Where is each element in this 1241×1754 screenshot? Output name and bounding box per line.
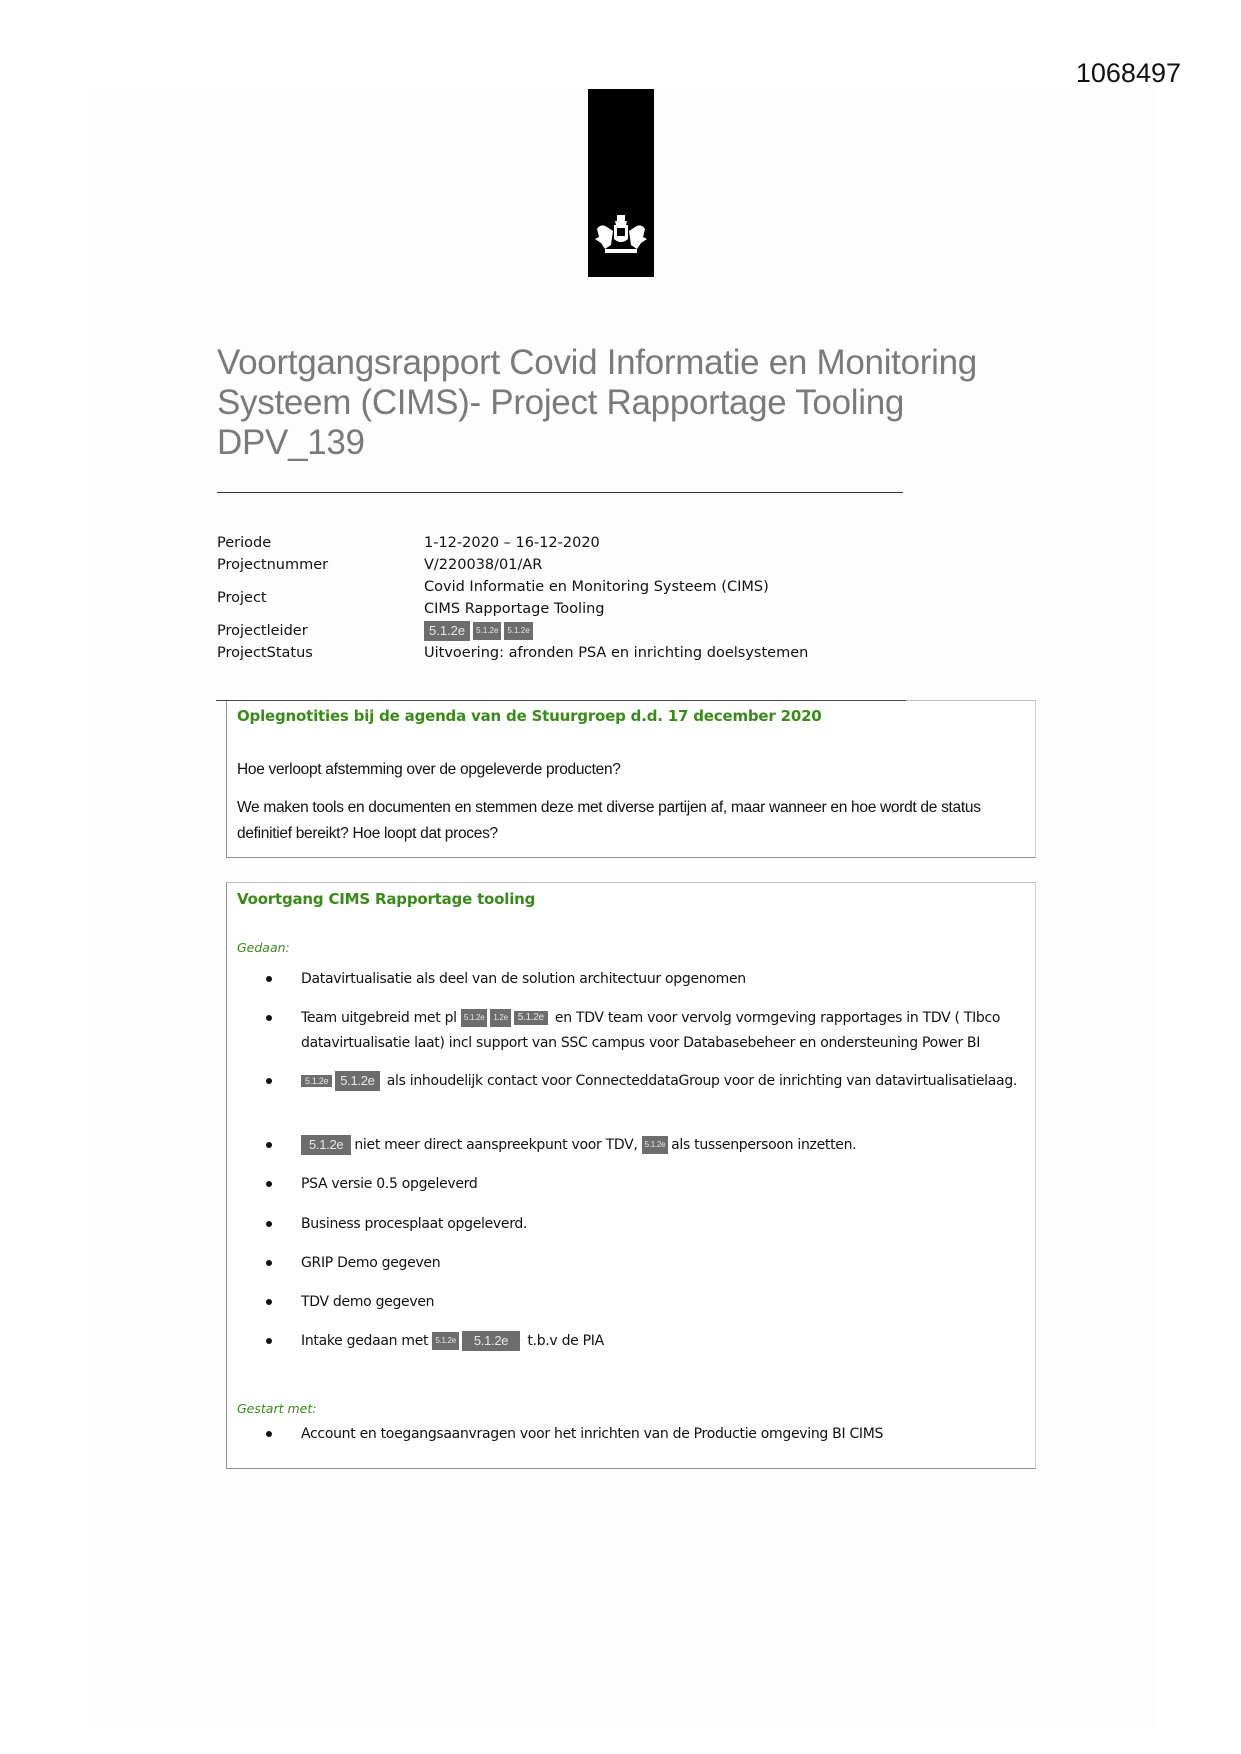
agenda-question-2: We maken tools en documenten en stemmen deze met diverse partijen af, maar wanneer en hoe wordt de status definitief bereikt? Hoe loopt dat proces? bbox=[237, 799, 981, 842]
list-item-text: Datavirtualisatie als deel van de solution architectuur opgenomen bbox=[301, 971, 746, 987]
agenda-notes-heading: Oplegnotities bij de agenda van de Stuurgroep d.d. 17 december 2020 bbox=[237, 707, 822, 725]
list-item bbox=[301, 1133, 1021, 1158]
redaction-block: 5.1.2e bbox=[301, 1135, 351, 1155]
bullet-icon bbox=[266, 1338, 272, 1344]
list-item bbox=[301, 1329, 1021, 1354]
list-item bbox=[301, 1069, 1021, 1094]
meta-row-projectstatus bbox=[217, 642, 917, 664]
redaction-block: 5.1.2e bbox=[514, 1011, 548, 1025]
bullet-icon bbox=[266, 976, 272, 982]
redaction-block: 5.1.2e bbox=[424, 621, 470, 641]
redaction-block: 5.1.2e bbox=[335, 1071, 379, 1091]
meta-value bbox=[424, 620, 917, 642]
list-item bbox=[301, 1172, 1021, 1197]
meta-value bbox=[424, 576, 917, 620]
redaction-block: 5.1.2e bbox=[432, 1332, 458, 1351]
bullet-icon bbox=[266, 1015, 272, 1021]
meta-value: 1-12-2020 – 16-12-2020 bbox=[424, 535, 600, 551]
agenda-question-1: Hoe verloopt afstemming over de opgeleverde producten? bbox=[237, 761, 621, 778]
progress-heading: Voortgang CIMS Rapportage tooling bbox=[237, 890, 536, 908]
agenda-notes-box bbox=[226, 700, 1036, 858]
redaction-block: 5.1.2e bbox=[301, 1075, 332, 1087]
started-label: Gestart met: bbox=[237, 1401, 317, 1416]
bullet-icon bbox=[266, 1299, 272, 1305]
meta-label: ProjectStatus bbox=[217, 645, 313, 661]
bullet-icon bbox=[266, 1078, 272, 1084]
list-item-text: als tussenpersoon inzetten. bbox=[671, 1137, 857, 1153]
project-metadata bbox=[217, 532, 917, 664]
list-item bbox=[301, 967, 1021, 992]
bullet-icon bbox=[266, 1142, 272, 1148]
redaction-block: 5.1.2e bbox=[473, 622, 501, 641]
list-item-text: Team uitgebreid met pl bbox=[301, 1010, 457, 1026]
bullet-icon bbox=[266, 1260, 272, 1266]
done-label: Gedaan: bbox=[237, 940, 290, 955]
list-item-text: TDV demo gegeven bbox=[301, 1294, 435, 1310]
bullet-icon bbox=[266, 1431, 272, 1437]
list-item-text: t.b.v de PIA bbox=[523, 1333, 604, 1349]
document-title: Voortgangsrapport Covid Informatie en Monitoring Systeem (CIMS)- Project Rapportage Tooling DPV_139 bbox=[217, 343, 977, 462]
meta-row-projectnummer bbox=[217, 554, 917, 576]
meta-value: Uitvoering: afronden PSA en inrichting doelsystemen bbox=[424, 645, 809, 661]
meta-row-projectleider bbox=[217, 620, 917, 642]
meta-row-project bbox=[217, 576, 917, 620]
redaction-block: 5.1.2e bbox=[642, 1136, 668, 1155]
list-item bbox=[301, 1251, 1021, 1276]
list-item-text: niet meer direct aanspreekpunt voor TDV, bbox=[354, 1137, 642, 1153]
progress-box bbox=[226, 882, 1036, 1469]
list-item bbox=[301, 1212, 1021, 1237]
list-item bbox=[301, 1422, 1021, 1447]
meta-label: Projectnummer bbox=[217, 557, 329, 573]
meta-value: V/220038/01/AR bbox=[424, 557, 543, 573]
redaction-block: 5.1.2e bbox=[504, 622, 532, 641]
list-item-text: Account en toegangsaanvragen voor het inrichten van de Productie omgeving BI CIMS bbox=[301, 1426, 884, 1442]
meta-label: Project bbox=[217, 590, 267, 606]
meta-label: Projectleider bbox=[217, 623, 308, 639]
title-divider bbox=[217, 492, 903, 493]
list-item-text: en TDV team voor vervolg vormgeving rapportages in TDV ( TIbco datavirtualisatie laat) incl support van SSC campus voor Databasebeheer en ondersteuning Power BI bbox=[301, 1010, 1001, 1051]
redaction-block: 5.1.2e bbox=[461, 1009, 487, 1028]
list-item-text: PSA versie 0.5 opgeleverd bbox=[301, 1176, 478, 1192]
project-name-line2: CIMS Rapportage Tooling bbox=[424, 601, 605, 617]
meta-label: Periode bbox=[217, 535, 272, 551]
list-item bbox=[301, 1290, 1021, 1315]
project-name-line1: Covid Informatie en Monitoring Systeem (CIMS) bbox=[424, 579, 769, 595]
meta-row-periode bbox=[217, 532, 917, 554]
list-item-text: GRIP Demo gegeven bbox=[301, 1255, 441, 1271]
redaction-block: 1.2e bbox=[490, 1009, 510, 1028]
list-item-text: Business procesplaat opgeleverd. bbox=[301, 1216, 528, 1232]
bullet-icon bbox=[266, 1221, 272, 1227]
redaction-block: 5.1.2e bbox=[462, 1331, 520, 1351]
list-item bbox=[301, 1006, 1021, 1056]
document-id: 1068497 bbox=[1075, 58, 1181, 88]
logo-bar bbox=[588, 89, 654, 277]
list-item-text: Intake gedaan met bbox=[301, 1333, 433, 1349]
coat-of-arms-icon bbox=[593, 213, 649, 257]
bullet-icon bbox=[266, 1181, 272, 1187]
list-item-text: als inhoudelijk contact voor ConnecteddataGroup voor de inrichting van datavirtualisatielaag. bbox=[382, 1073, 1018, 1089]
